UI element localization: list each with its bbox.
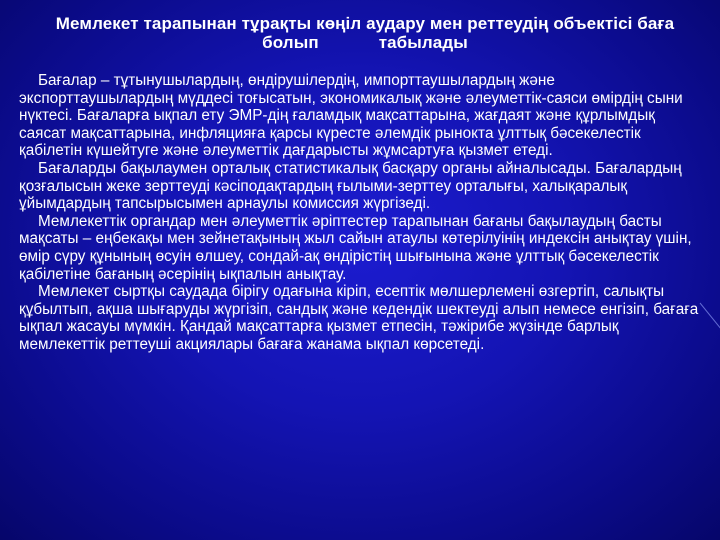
- decorative-line: [696, 295, 720, 355]
- title-line-2-part-2: табылады: [378, 33, 468, 52]
- paragraph-state-influence: Мемлекет сыртқы саудада бірігу одағына кіріп, есептік мөлшерлемені өзгертіп, салықты құбылтып, ақша шығаруды жүргізіп, сандық және кедендік шектеуді алып немесе енгізіп, бағаға ықпал жасауы мүмкін. Қандай мақсаттарға қызмет етпесін, тәжірибе жүзінде барлық мемлекеттік реттеуші акциялары бағаға жанама ықпал көрсетеді.: [19, 283, 699, 353]
- title-line-2: [40, 33, 690, 52]
- slide-body: [19, 72, 703, 354]
- paragraph-price-monitoring: Бағаларды бақылаумен орталық статистикалық басқару органы айналысады. Бағалардың қозғалысын жеке зерттеуді кәсіподақтардың ғылыми-зерттеу орталығы, халықаралық ұйымдардың тапсырысымен арнаулы комиссия жүргізеді.: [19, 159, 682, 213]
- title-line-2-part-1: болып: [262, 33, 319, 52]
- paragraph-control-goals: Мемлекеттік органдар мен әлеуметтік әріптестер тарапынан бағаны бақылаудың басты мақсаты – еңбекақы мен зейнетақының жыл сайын атаулы көтерілуінің индексін анықтау үшін, өмір сүру құнының өсуін өлшеу, сондай-ақ өндірістің шығынына және ұлттық бәсекелестік қабілетіне бағаның әсерінің ықпалын анықтау.: [19, 212, 692, 283]
- paragraph-prices-definition: Бағалар – тұтынушылардың, өндірушілердің, импорттаушылардың және экспорттаушылардың мүддесі тоғысатын, экономикалық және әлеуметтік-саяси өмірдің сыни нүктесі. Бағаларға ықпал ету ЭМР-дің ғаламдық мақсаттарына, жағдаят және құрлымдық саясат мақсаттарына, инфляцияға қарсы күресте әлемдік рыноктa ұлттық бәсекелестік қабілетін күшейтуге және әлеуметтік дағдарысты жұмсартуға қызмет етеді.: [19, 72, 683, 160]
- title-line-1: Мемлекет тарапынан тұрақты көңіл аудару мен реттеудің объектісі баға: [55, 14, 675, 33]
- slide-title: [40, 14, 690, 52]
